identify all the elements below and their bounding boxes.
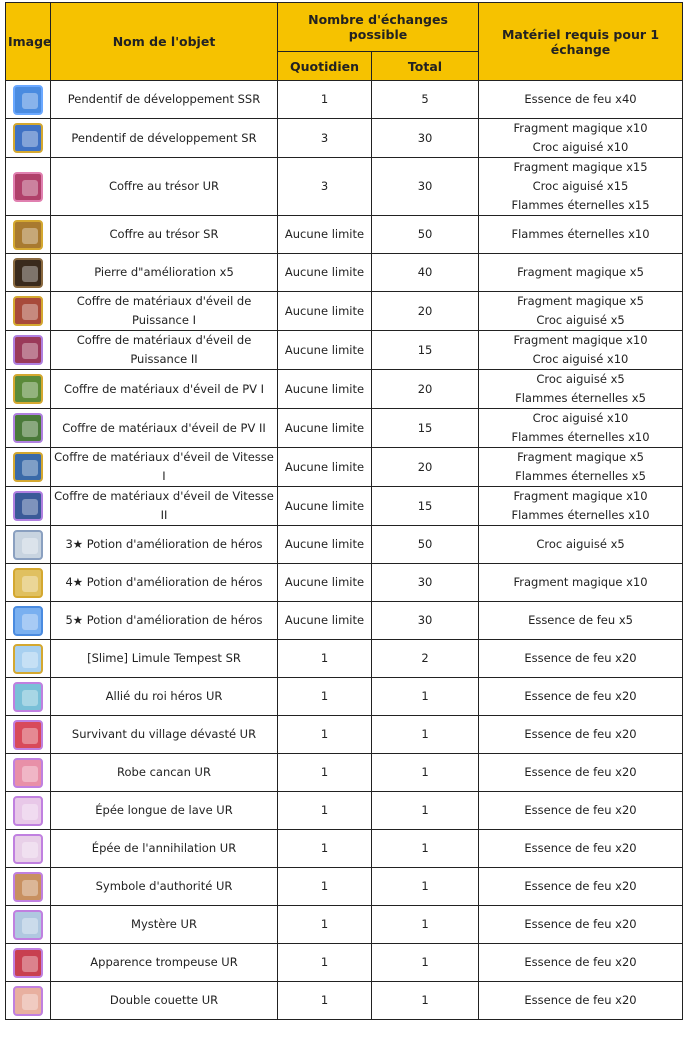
material-line: Essence de feu x20 (524, 727, 637, 741)
item-name: Coffre au trésor UR (51, 158, 278, 216)
table-row (6, 158, 683, 216)
total-limit: 50 (372, 526, 479, 564)
material-line: Essence de feu x40 (524, 92, 637, 106)
character-portrait-icon (13, 758, 43, 788)
item-image-cell (6, 119, 51, 158)
material-line: Essence de feu x20 (524, 841, 637, 855)
item-image-cell (6, 331, 51, 370)
character-portrait-icon (13, 910, 43, 940)
daily-limit: 1 (278, 982, 372, 1020)
material-cell (479, 716, 683, 754)
item-name: Coffre de matériaux d'éveil de Vitesse II (51, 487, 278, 526)
material-cell (479, 526, 683, 564)
table-row (6, 331, 683, 370)
daily-limit: 1 (278, 792, 372, 830)
sword-icon (13, 796, 43, 826)
total-limit: 30 (372, 158, 479, 216)
table-row (6, 564, 683, 602)
material-line: Fragment magique x10 (513, 489, 648, 503)
item-image-cell (6, 868, 51, 906)
material-chest-icon (13, 413, 43, 443)
total-limit: 1 (372, 754, 479, 792)
pendant-icon (13, 85, 43, 115)
material-cell (479, 487, 683, 526)
total-limit: 20 (372, 370, 479, 409)
treasure-chest-icon (13, 172, 43, 202)
material-cell (479, 640, 683, 678)
daily-limit: Aucune limite (278, 331, 372, 370)
item-name: Double couette UR (51, 982, 278, 1020)
item-image-cell (6, 254, 51, 292)
item-name: Coffre au trésor SR (51, 216, 278, 254)
total-limit: 30 (372, 119, 479, 158)
character-portrait-icon (13, 720, 43, 750)
table-row (6, 640, 683, 678)
total-limit: 20 (372, 292, 479, 331)
material-line: Essence de feu x20 (524, 917, 637, 931)
slime-icon (13, 644, 43, 674)
material-cell (479, 564, 683, 602)
material-cell (479, 792, 683, 830)
table-row (6, 119, 683, 158)
total-limit: 2 (372, 640, 479, 678)
item-name: Robe cancan UR (51, 754, 278, 792)
pendant-icon (13, 123, 43, 153)
total-limit: 5 (372, 81, 479, 119)
item-name: Coffre de matériaux d'éveil de Vitesse I (51, 448, 278, 487)
daily-limit: 1 (278, 944, 372, 982)
material-cell (479, 448, 683, 487)
header-name: Nom de l'objet (51, 3, 278, 81)
character-portrait-icon (13, 986, 43, 1016)
material-line: Fragment magique x10 (513, 121, 648, 135)
item-name: Allié du roi héros UR (51, 678, 278, 716)
item-image-cell (6, 754, 51, 792)
table-row (6, 678, 683, 716)
material-line: Essence de feu x20 (524, 651, 637, 665)
table-row (6, 292, 683, 331)
item-name: Épée longue de lave UR (51, 792, 278, 830)
material-cell (479, 254, 683, 292)
item-name: Coffre de matériaux d'éveil de PV I (51, 370, 278, 409)
material-cell (479, 830, 683, 868)
material-cell (479, 982, 683, 1020)
item-name: 5★ Potion d'amélioration de héros (51, 602, 278, 640)
item-image-cell (6, 906, 51, 944)
material-cell (479, 119, 683, 158)
table-row (6, 448, 683, 487)
daily-limit: Aucune limite (278, 216, 372, 254)
material-cell (479, 678, 683, 716)
material-cell (479, 292, 683, 331)
material-line: Fragment magique x5 (517, 294, 644, 308)
table-row (6, 216, 683, 254)
total-limit: 15 (372, 409, 479, 448)
material-cell (479, 158, 683, 216)
total-limit: 1 (372, 792, 479, 830)
total-limit: 40 (372, 254, 479, 292)
item-image-cell (6, 448, 51, 487)
material-cell (479, 409, 683, 448)
material-line: Essence de feu x5 (528, 613, 633, 627)
header-exchanges: Nombre d'échanges possible (278, 3, 479, 52)
material-line: Flammes éternelles x15 (511, 198, 650, 212)
total-limit: 1 (372, 906, 479, 944)
material-line: Croc aiguisé x10 (532, 140, 629, 154)
material-cell (479, 331, 683, 370)
item-name: Pendentif de développement SR (51, 119, 278, 158)
daily-limit: 1 (278, 754, 372, 792)
total-limit: 1 (372, 982, 479, 1020)
daily-limit: Aucune limite (278, 602, 372, 640)
item-image-cell (6, 944, 51, 982)
material-line: Essence de feu x20 (524, 689, 637, 703)
exchange-table (5, 2, 683, 1020)
material-chest-icon (13, 452, 43, 482)
table-row (6, 526, 683, 564)
daily-limit: Aucune limite (278, 526, 372, 564)
table-row (6, 602, 683, 640)
total-limit: 15 (372, 487, 479, 526)
item-name: [Slime] Limule Tempest SR (51, 640, 278, 678)
material-line: Essence de feu x20 (524, 879, 637, 893)
item-name: Pierre d"amélioration x5 (51, 254, 278, 292)
item-image-cell (6, 409, 51, 448)
item-name: Coffre de matériaux d'éveil de Puissance II (51, 331, 278, 370)
header-material: Matériel requis pour 1 échange (479, 3, 683, 81)
material-line: Flammes éternelles x10 (511, 227, 650, 241)
item-name: 4★ Potion d'amélioration de héros (51, 564, 278, 602)
daily-limit: Aucune limite (278, 254, 372, 292)
material-cell (479, 81, 683, 119)
material-line: Croc aiguisé x15 (532, 179, 629, 193)
total-limit: 15 (372, 331, 479, 370)
material-line: Fragment magique x10 (513, 575, 648, 589)
material-line: Fragment magique x5 (517, 450, 644, 464)
table-row (6, 982, 683, 1020)
item-image-cell (6, 216, 51, 254)
material-cell (479, 906, 683, 944)
material-chest-icon (13, 491, 43, 521)
material-line: Croc aiguisé x5 (536, 372, 625, 386)
table-row (6, 830, 683, 868)
daily-limit: Aucune limite (278, 409, 372, 448)
item-image-cell (6, 158, 51, 216)
treasure-chest-icon (13, 220, 43, 250)
daily-limit: Aucune limite (278, 564, 372, 602)
material-line: Essence de feu x20 (524, 803, 637, 817)
item-image-cell (6, 982, 51, 1020)
item-name: Épée de l'annihilation UR (51, 830, 278, 868)
item-name: Symbole d'authorité UR (51, 868, 278, 906)
item-image-cell (6, 602, 51, 640)
material-line: Fragment magique x15 (513, 160, 648, 174)
total-limit: 1 (372, 868, 479, 906)
item-image-cell (6, 640, 51, 678)
total-limit: 1 (372, 716, 479, 754)
item-image-cell (6, 678, 51, 716)
header-image: Image (6, 3, 51, 81)
table-row (6, 370, 683, 409)
material-line: Croc aiguisé x10 (532, 352, 629, 366)
table-row (6, 792, 683, 830)
header-total: Total (372, 52, 479, 81)
item-name: Apparence trompeuse UR (51, 944, 278, 982)
table-row (6, 716, 683, 754)
total-limit: 1 (372, 830, 479, 868)
potion-icon (13, 568, 43, 598)
item-image-cell (6, 564, 51, 602)
item-name: Pendentif de développement SSR (51, 81, 278, 119)
item-image-cell (6, 81, 51, 119)
character-portrait-icon (13, 948, 43, 978)
item-image-cell (6, 292, 51, 331)
item-name: Coffre de matériaux d'éveil de Puissance I (51, 292, 278, 331)
item-name: Survivant du village dévasté UR (51, 716, 278, 754)
table-row (6, 409, 683, 448)
table-row (6, 81, 683, 119)
total-limit: 1 (372, 678, 479, 716)
daily-limit: 1 (278, 906, 372, 944)
daily-limit: 1 (278, 716, 372, 754)
total-limit: 50 (372, 216, 479, 254)
daily-limit: 3 (278, 158, 372, 216)
character-portrait-icon (13, 682, 43, 712)
item-image-cell (6, 487, 51, 526)
material-line: Croc aiguisé x10 (532, 411, 629, 425)
total-limit: 1 (372, 944, 479, 982)
table-row (6, 487, 683, 526)
item-image-cell (6, 792, 51, 830)
material-line: Fragment magique x10 (513, 333, 648, 347)
material-line: Croc aiguisé x5 (536, 313, 625, 327)
material-cell (479, 370, 683, 409)
daily-limit: 1 (278, 830, 372, 868)
potion-icon (13, 606, 43, 636)
total-limit: 30 (372, 602, 479, 640)
table-row (6, 254, 683, 292)
material-chest-icon (13, 374, 43, 404)
sword-icon (13, 834, 43, 864)
symbol-icon (13, 872, 43, 902)
material-cell (479, 754, 683, 792)
material-line: Croc aiguisé x5 (536, 537, 625, 551)
table-row (6, 868, 683, 906)
material-chest-icon (13, 335, 43, 365)
material-line: Flammes éternelles x5 (515, 391, 646, 405)
daily-limit: Aucune limite (278, 448, 372, 487)
daily-limit: 3 (278, 119, 372, 158)
item-image-cell (6, 716, 51, 754)
material-line: Fragment magique x5 (517, 265, 644, 279)
table-row (6, 754, 683, 792)
material-cell (479, 216, 683, 254)
item-name: Mystère UR (51, 906, 278, 944)
material-line: Essence de feu x20 (524, 955, 637, 969)
material-cell (479, 602, 683, 640)
daily-limit: 1 (278, 81, 372, 119)
stone-icon (13, 258, 43, 288)
header-daily: Quotidien (278, 52, 372, 81)
daily-limit: 1 (278, 678, 372, 716)
material-line: Essence de feu x20 (524, 765, 637, 779)
daily-limit: 1 (278, 868, 372, 906)
table-row (6, 944, 683, 982)
material-line: Flammes éternelles x10 (511, 430, 650, 444)
material-line: Essence de feu x20 (524, 993, 637, 1007)
item-name: Coffre de matériaux d'éveil de PV II (51, 409, 278, 448)
daily-limit: Aucune limite (278, 292, 372, 331)
material-line: Flammes éternelles x5 (515, 469, 646, 483)
item-image-cell (6, 526, 51, 564)
item-image-cell (6, 370, 51, 409)
item-name: 3★ Potion d'amélioration de héros (51, 526, 278, 564)
material-line: Flammes éternelles x10 (511, 508, 650, 522)
material-cell (479, 944, 683, 982)
material-cell (479, 868, 683, 906)
material-chest-icon (13, 296, 43, 326)
daily-limit: Aucune limite (278, 370, 372, 409)
table-row (6, 906, 683, 944)
item-image-cell (6, 830, 51, 868)
total-limit: 20 (372, 448, 479, 487)
total-limit: 30 (372, 564, 479, 602)
potion-icon (13, 530, 43, 560)
daily-limit: Aucune limite (278, 487, 372, 526)
daily-limit: 1 (278, 640, 372, 678)
